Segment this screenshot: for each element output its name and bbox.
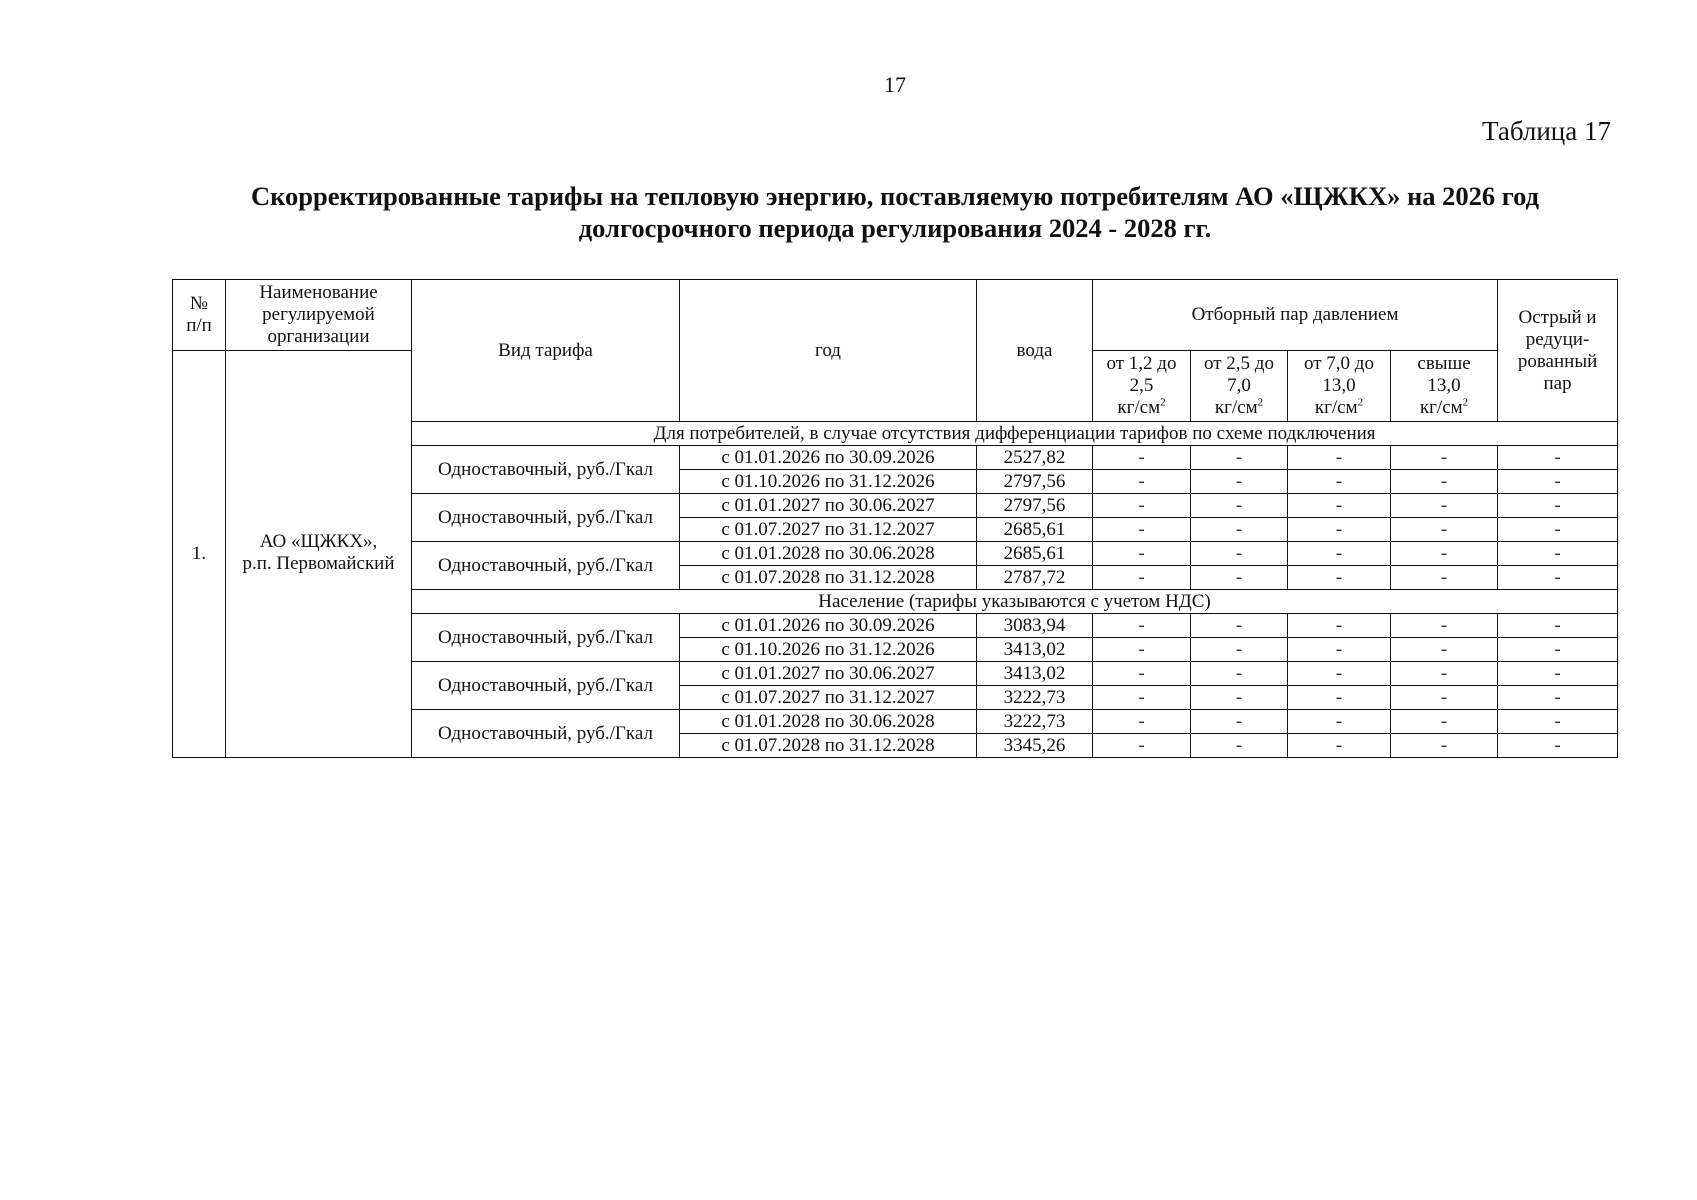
page-number: 17 — [884, 72, 906, 97]
empty-tariff-cell: - — [1093, 470, 1191, 494]
header-steam-1 — [1093, 351, 1191, 422]
period-cell: с 01.07.2027 по 31.12.2027 — [680, 518, 977, 542]
empty-tariff-cell: - — [1498, 638, 1618, 662]
period-cell: с 01.01.2027 по 30.06.2027 — [680, 494, 977, 518]
header-sharp-steam — [1498, 280, 1618, 422]
empty-tariff-cell: - — [1191, 542, 1288, 566]
water-tariff-cell: 2787,72 — [977, 566, 1093, 590]
empty-tariff-cell: - — [1288, 734, 1391, 758]
header-sharp-steam-line: пар — [1543, 372, 1572, 394]
water-tariff-cell: 3222,73 — [977, 710, 1093, 734]
empty-tariff-cell: - — [1391, 494, 1498, 518]
header-steam-line: от 7,0 до — [1304, 353, 1374, 374]
empty-tariff-cell: - — [1391, 518, 1498, 542]
header-number-line: № — [189, 293, 209, 314]
header-sharp-steam-line: рованный — [1517, 350, 1598, 372]
header-steam-line: от 1,2 до — [1106, 353, 1177, 374]
period-cell: с 01.07.2028 по 31.12.2028 — [680, 734, 977, 758]
empty-tariff-cell: - — [1498, 518, 1618, 542]
water-tariff-cell: 3413,02 — [977, 638, 1093, 662]
empty-tariff-cell: - — [1498, 446, 1618, 470]
header-steam-group: Отборный пар давлением — [1093, 280, 1498, 351]
header-sharp-steam-line: Острый и — [1518, 306, 1597, 328]
empty-tariff-cell: - — [1391, 686, 1498, 710]
empty-tariff-cell: - — [1391, 542, 1498, 566]
empty-tariff-cell: - — [1191, 734, 1288, 758]
header-steam-3 — [1288, 351, 1391, 422]
header-water: вода — [977, 280, 1093, 422]
empty-tariff-cell: - — [1093, 566, 1191, 590]
empty-tariff-cell: - — [1288, 662, 1391, 686]
empty-tariff-cell: - — [1093, 734, 1191, 758]
unit-exponent: 2 — [1160, 396, 1166, 409]
header-sharp-steam-line: редуци- — [1525, 328, 1590, 350]
empty-tariff-cell: - — [1498, 734, 1618, 758]
empty-tariff-cell: - — [1191, 710, 1288, 734]
header-steam-line: от 2,5 до — [1204, 353, 1274, 374]
header-steam-line: свыше — [1417, 353, 1471, 374]
unit-text: кг/см — [1419, 397, 1463, 418]
header-steam-unit — [1290, 397, 1388, 419]
empty-tariff-cell: - — [1288, 614, 1391, 638]
empty-tariff-cell: - — [1191, 638, 1288, 662]
empty-tariff-cell: - — [1093, 614, 1191, 638]
water-tariff-cell: 2685,61 — [977, 518, 1093, 542]
header-steam-unit — [1393, 397, 1495, 419]
empty-tariff-cell: - — [1498, 686, 1618, 710]
section-title: Для потребителей, в случае отсутствия дифференциации тарифов по схеме подключения — [412, 422, 1618, 446]
empty-tariff-cell: - — [1288, 542, 1391, 566]
water-tariff-cell: 3083,94 — [977, 614, 1093, 638]
empty-tariff-cell: - — [1288, 446, 1391, 470]
header-row-1 — [173, 280, 1618, 351]
tariff-type-cell: Одноставочный, руб./Гкал — [412, 542, 680, 590]
header-year: год — [680, 280, 977, 422]
water-tariff-cell: 2685,61 — [977, 542, 1093, 566]
empty-tariff-cell: - — [1288, 494, 1391, 518]
empty-tariff-cell: - — [1288, 638, 1391, 662]
empty-tariff-cell: - — [1288, 470, 1391, 494]
empty-tariff-cell: - — [1288, 566, 1391, 590]
empty-tariff-cell: - — [1093, 710, 1191, 734]
org-number: 1. — [173, 351, 226, 758]
empty-tariff-cell: - — [1093, 494, 1191, 518]
unit-exponent: 2 — [1357, 396, 1364, 409]
org-name-line: р.п. Первомайский — [242, 553, 395, 574]
period-cell: с 01.01.2027 по 30.06.2027 — [680, 662, 977, 686]
tariff-type-cell: Одноставочный, руб./Гкал — [412, 446, 680, 494]
empty-tariff-cell: - — [1498, 494, 1618, 518]
water-tariff-cell: 2797,56 — [977, 470, 1093, 494]
empty-tariff-cell: - — [1498, 662, 1618, 686]
empty-tariff-cell: - — [1391, 662, 1498, 686]
empty-tariff-cell: - — [1391, 446, 1498, 470]
header-organization-line: регулируемой — [262, 304, 375, 325]
header-steam-unit — [1193, 397, 1285, 419]
period-cell: с 01.01.2028 по 30.06.2028 — [680, 710, 977, 734]
empty-tariff-cell: - — [1391, 470, 1498, 494]
header-organization-line: Наименование — [259, 282, 378, 303]
empty-tariff-cell: - — [1191, 494, 1288, 518]
header-steam-line: 7,0 — [1227, 375, 1251, 396]
header-number-line: п/п — [186, 315, 212, 336]
tariff-type-cell: Одноставочный, руб./Гкал — [412, 662, 680, 710]
period-cell: с 01.10.2026 по 31.12.2026 — [680, 470, 977, 494]
empty-tariff-cell: - — [1288, 518, 1391, 542]
empty-tariff-cell: - — [1191, 518, 1288, 542]
empty-tariff-cell: - — [1191, 446, 1288, 470]
header-steam-2 — [1191, 351, 1288, 422]
unit-text: кг/см — [1117, 397, 1161, 418]
empty-tariff-cell: - — [1093, 638, 1191, 662]
empty-tariff-cell: - — [1093, 686, 1191, 710]
water-tariff-cell: 2797,56 — [977, 494, 1093, 518]
water-tariff-cell: 3222,73 — [977, 686, 1093, 710]
empty-tariff-cell: - — [1498, 566, 1618, 590]
period-cell: с 01.01.2028 по 30.06.2028 — [680, 542, 977, 566]
empty-tariff-cell: - — [1288, 710, 1391, 734]
empty-tariff-cell: - — [1391, 734, 1498, 758]
period-cell: с 01.10.2026 по 31.12.2026 — [680, 638, 977, 662]
empty-tariff-cell: - — [1191, 686, 1288, 710]
empty-tariff-cell: - — [1391, 638, 1498, 662]
section-title: Население (тарифы указываются с учетом НДС) — [412, 590, 1618, 614]
tariff-type-cell: Одноставочный, руб./Гкал — [412, 710, 680, 758]
empty-tariff-cell: - — [1093, 542, 1191, 566]
tariff-type-cell: Одноставочный, руб./Гкал — [412, 494, 680, 542]
period-cell: с 01.07.2028 по 31.12.2028 — [680, 566, 977, 590]
header-steam-unit — [1095, 397, 1188, 419]
empty-tariff-cell: - — [1191, 614, 1288, 638]
unit-exponent: 2 — [1257, 396, 1264, 409]
tariff-type-cell: Одноставочный, руб./Гкал — [412, 614, 680, 662]
empty-tariff-cell: - — [1391, 614, 1498, 638]
period-cell: с 01.07.2027 по 31.12.2027 — [680, 686, 977, 710]
period-cell: с 01.01.2026 по 30.09.2026 — [680, 614, 977, 638]
empty-tariff-cell: - — [1391, 710, 1498, 734]
unit-exponent: 2 — [1462, 396, 1469, 409]
org-name-line: АО «ЩЖКХ», — [259, 531, 378, 552]
title-line-2: долгосрочного периода регулирования 2024 - 2028 гг. — [578, 213, 1212, 243]
header-steam-4 — [1391, 351, 1498, 422]
empty-tariff-cell: - — [1498, 614, 1618, 638]
header-number — [173, 280, 226, 351]
header-tariff-type: Вид тарифа — [412, 280, 680, 422]
empty-tariff-cell: - — [1498, 542, 1618, 566]
empty-tariff-cell: - — [1288, 686, 1391, 710]
empty-tariff-cell: - — [1391, 566, 1498, 590]
empty-tariff-cell: - — [1191, 566, 1288, 590]
org-name — [226, 351, 412, 758]
period-cell: с 01.01.2026 по 30.09.2026 — [680, 446, 977, 470]
header-steam-line: 2,5 — [1129, 375, 1154, 396]
empty-tariff-cell: - — [1191, 470, 1288, 494]
empty-tariff-cell: - — [1093, 662, 1191, 686]
table-label: Таблица 17 — [1482, 116, 1611, 146]
empty-tariff-cell: - — [1093, 518, 1191, 542]
tariff-table — [172, 279, 1618, 758]
header-steam-line: 13,0 — [1322, 375, 1356, 396]
water-tariff-cell: 3413,02 — [977, 662, 1093, 686]
empty-tariff-cell: - — [1498, 470, 1618, 494]
unit-text: кг/см — [1214, 397, 1258, 418]
water-tariff-cell: 2527,82 — [977, 446, 1093, 470]
header-organization — [226, 280, 412, 351]
header-organization-line: организации — [267, 326, 370, 347]
document-title — [170, 180, 1620, 244]
empty-tariff-cell: - — [1498, 710, 1618, 734]
unit-text: кг/см — [1314, 397, 1358, 418]
empty-tariff-cell: - — [1191, 662, 1288, 686]
title-line-1: Скорректированные тарифы на тепловую энергию, поставляемую потребителям АО «ЩЖКХ» на 2026 год — [250, 181, 1540, 211]
empty-tariff-cell: - — [1093, 446, 1191, 470]
water-tariff-cell: 3345,26 — [977, 734, 1093, 758]
header-steam-line: 13,0 — [1427, 375, 1461, 396]
